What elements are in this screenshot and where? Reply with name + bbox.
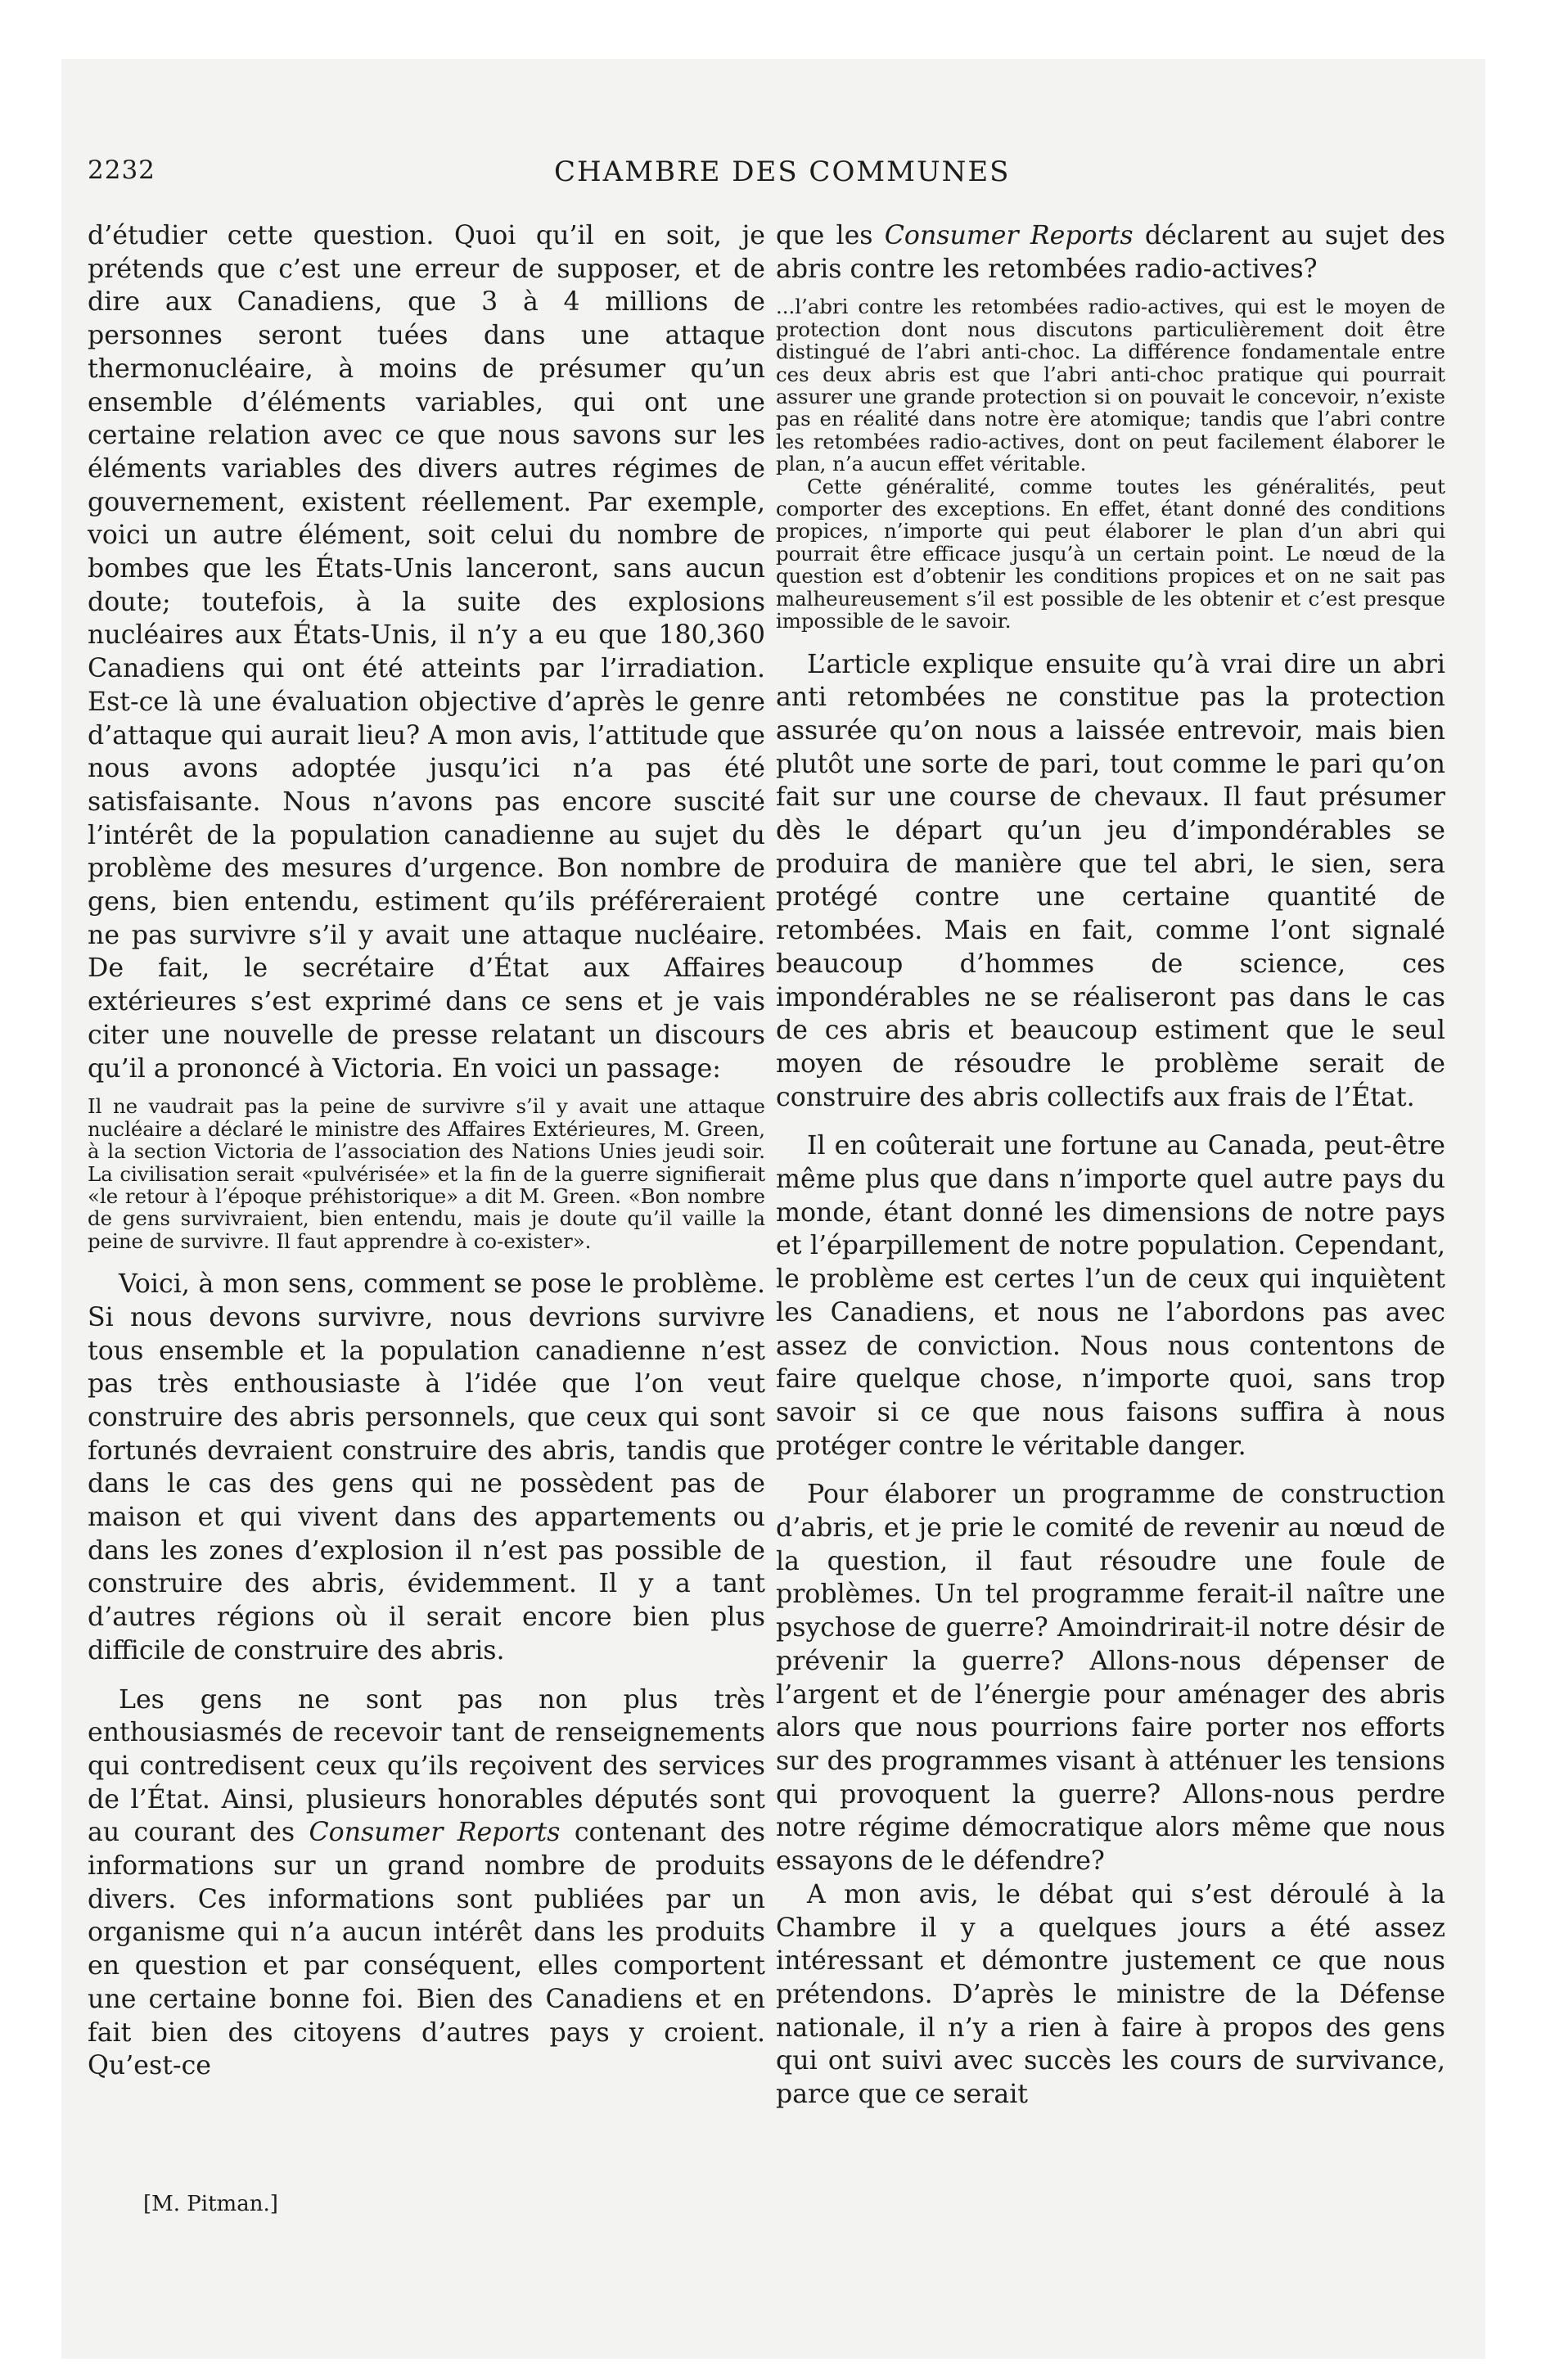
text-run: que les <box>776 221 885 250</box>
paragraph: d’étudier cette question. Quoi qu’il en soit, je prétends que c’est une erreur de supposer, et de dire aux Canadiens, que 3 à 4 millions de personnes seront tuées dans une attaque thermonucléaire, à moins de présumer qu’un ensemble d’éléments variables, qui ont une certaine relation avec ce que nous savons sur les éléments variables des divers autres régimes de gouvernement, existent réellement. Par exemple, voici un autre élément, soit celui du nombre de bombes que les États-Unis lanceront, sans aucun doute; toutefois, à la suite des explosions nucléaires aux États-Unis, il n’y a eu que 180,360 Canadiens qui ont été atteints par l’irradiation. Est-ce là une évaluation objective d’après le genre d’attaque qui aurait lieu? A mon avis, l’attitude que nous avons adoptée jusqu’ici n’a pas été satisfaisante. Nous n’avons pas encore suscité l’intérêt de la population canadienne au sujet du problème des mesures d’urgence. Bon nombre de gens, bien entendu, estiment qu’ils préféreraient ne pas survivre s’il y avait une attaque nucléaire. De fait, le secrétaire d’État aux Affaires extérieures s’est exprimé dans ce sens et je vais citer une nouvelle de presse relatant un discours qu’il a prononcé à Victoria. En voici un passage: <box>88 221 765 1084</box>
block-quote: Il ne vaudrait pas la peine de survivre s’il y avait une attaque nucléaire a déclaré le ministre des Affaires Extérieures, M. Green, à la section Victoria de l’association des Nations Unies jeudi soir. La civilisation serait «pulvérisée» et la fin de la guerre signifierait «le retour à l’époque préhistorique» a dit M. Green. «Bon nombre de gens survivraient, bien entendu, mais je doute qu’il vaille la peine de survivre. Il faut apprendre à co-exister». <box>88 1094 765 1253</box>
paragraph <box>88 1684 765 2083</box>
block-quote: Cette généralité, comme toutes les généralités, peut comporter des exceptions. En effet, étant donné des conditions propices, n’importe qui peut élaborer le plan d’un abri qui pourrait être efficace jusqu’à un certain point. Le nœud de la question est d’obtenir les conditions propices et on ne sait pas malheureusement s’il est possible de les obtenir et c’est presque impossible de le savoir. <box>776 474 1445 633</box>
paragraph: A mon avis, le débat qui s’est déroulé à la Chambre il y a quelques jours a été assez intéressant et démontre justement ce que nous prétendons. D’après le ministre de la Défense nationale, il n’y a rien à faire à propos des gens qui ont suivi avec succès les cours de survivance, parce que ce serait <box>776 1879 1445 2110</box>
page-header <box>88 156 1463 196</box>
text-run: contenant des informations sur un grand nombre de produits divers. Ces informations sont publiées par un organisme qui n’a aucun intérêt dans les produits en question et par conséquent, elles comportent une certaine bonne foi. Bien des Canadiens et en fait bien des citoyens d’autres pays y croient. Qu’est-ce <box>88 1818 766 2081</box>
paragraph: L’article explique ensuite qu’à vrai dire un abri anti retombées ne constitue pas la protection assurée qu’on nous a laissée entrevoir, mais bien plutôt une sorte de pari, tout comme le pari qu’on fait sur une course de chevaux. Il faut présumer dès le départ qu’un jeu d’impondérables se produira de manière que tel abri, le sien, sera protégé contre une certaine quantité de retombées. Mais en fait, comme l’ont signalé beaucoup d’hommes de science, ces impondérables ne se réaliseront pas dans le cas de ces abris et beaucoup estiment que le seul moyen de résoudre le problème serait de construire des abris collectifs aux frais de l’État. <box>776 649 1445 1112</box>
paragraph: Il en coûterait une fortune au Canada, peut-être même plus que dans n’importe quel autre pays du monde, étant donné les dimensions de notre pays et l’éparpillement de notre population. Cependant, le problème est certes l’un de ceux qui inquiètent les Canadiens, et nous ne l’abordons pas avec assez de conviction. Nous nous contentons de faire quelque chose, n’importe quoi, sans trop savoir si ce que nous faisons suffira à nous protéger contre le véritable danger. <box>776 1131 1445 1461</box>
text-run: déclarent au sujet des abris contre les retombées radio-actives? <box>776 221 1445 284</box>
italic-title: Consumer Reports <box>884 221 1134 250</box>
speaker-note: [M. Pitman.] <box>143 2192 278 2216</box>
paragraph: Pour élaborer un programme de construction d’abris, et je prie le comité de revenir au nœud de la question, il faut résoudre une foule de problèmes. Un tel programme ferait-il naître une psychose de guerre? Amoindrirait-il notre désir de prévenir la guerre? Allons-nous dépenser de l’argent et de l’énergie pour aménager des abris alors que nous pourrions faire porter nos efforts sur des programmes visant à atténuer les tensions qui provoquent la guerre? Allons-nous perdre notre régime démocratique alors même que nous essayons de le défendre? <box>776 1480 1445 1877</box>
running-title: CHAMBRE DES COMMUNES <box>554 156 1011 188</box>
block-quote: ...l’abri contre les retombées radio-actives, qui est le moyen de protection dont nous discutons particulièrement doit être distingué de l’abri anti-choc. La différence fondamentale entre ces deux abris est que l’abri anti-choc pratique qui pourrait assurer une grande protection si on pouvait le concevoir, n’existe pas en réalité dans notre ère atomique; tandis que l’abri contre les retombées radio-actives, dont on peut facilement élaborer le plan, n’a aucun effet véritable. <box>776 295 1445 476</box>
paragraph <box>776 219 1445 286</box>
page-number: 2232 <box>88 156 156 185</box>
right-column <box>776 219 1445 2112</box>
left-column <box>88 219 765 2083</box>
text-run: Les gens ne sont pas non plus très enthousiasmés de recevoir tant de renseignements qui contredisent ceux qu’ils reçoivent des services de l’État. Ainsi, plusieurs honorables députés sont au courant des <box>88 1684 765 1848</box>
italic-title: Consumer Reports <box>309 1818 561 1848</box>
paragraph: Voici, à mon sens, comment se pose le problème. Si nous devons survivre, nous devrions survivre tous ensemble et la population canadienne n’est pas très enthousiaste à l’idée que l’on veut construire des abris personnels, que ceux qui sont fortunés devraient construire des abris, tandis que dans le cas des gens qui ne possèdent pas de maison et qui vivent dans des appartements ou dans les zones d’explosion il n’est pas possible de construire des abris, évidemment. Il y a tant d’autres régions où il serait encore bien plus difficile de construire des abris. <box>88 1269 765 1666</box>
